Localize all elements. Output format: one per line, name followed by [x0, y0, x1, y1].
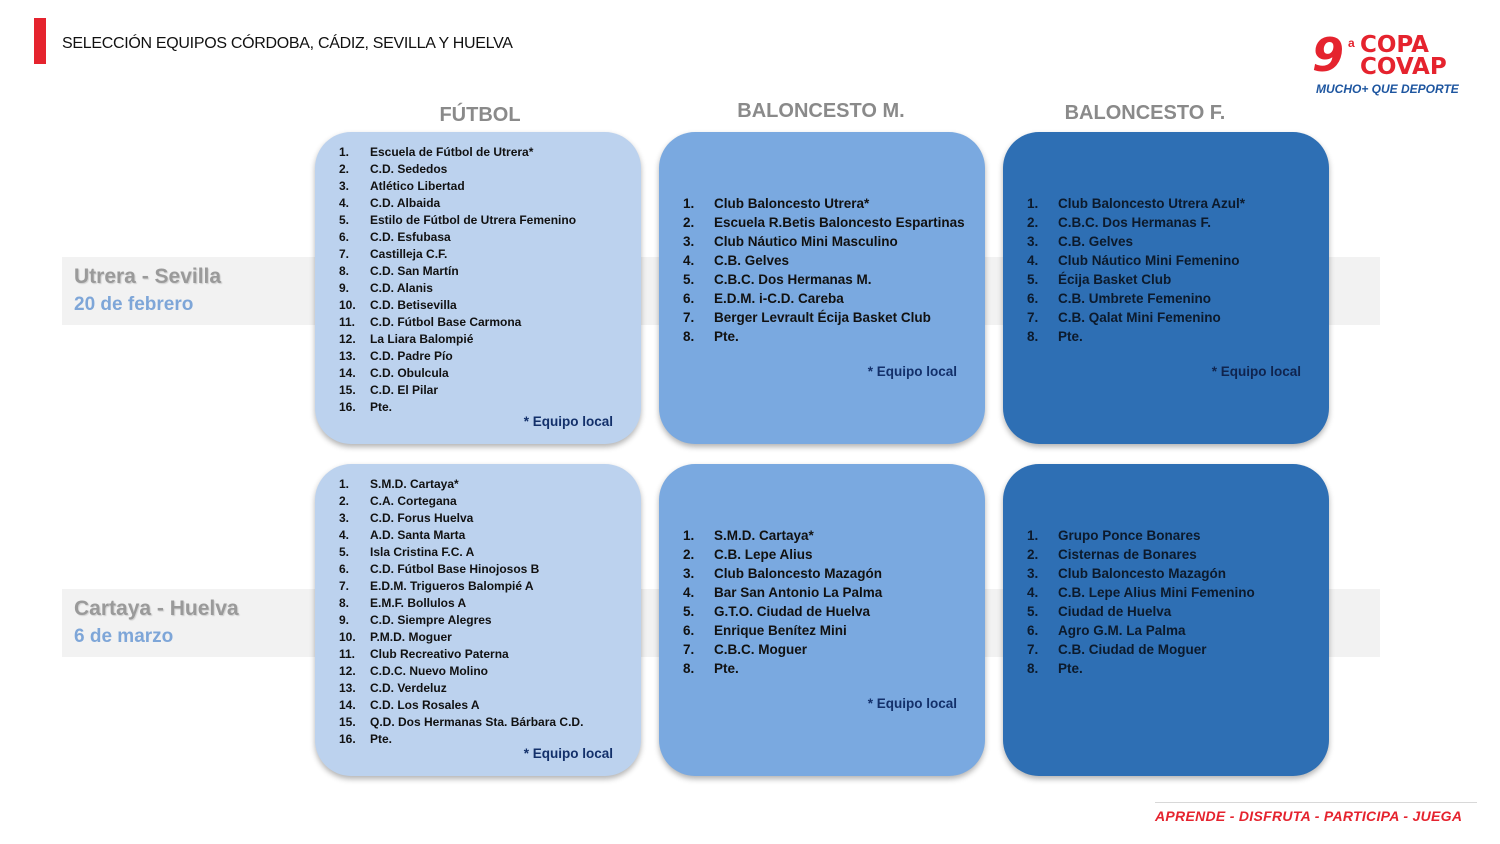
local-note: * Equipo local: [867, 364, 957, 379]
team-item: [339, 714, 631, 731]
team-item: [339, 314, 631, 331]
team-item: [339, 561, 631, 578]
team-item: [683, 251, 975, 270]
team-number: 8.: [683, 661, 695, 676]
team-number: 10.: [339, 298, 356, 312]
team-number: 8.: [339, 264, 350, 278]
team-number: 9.: [339, 281, 350, 295]
team-name: Bar San Antonio La Palma: [714, 585, 883, 600]
team-name: Castilleja C.F.: [370, 247, 448, 261]
team-name: Pte.: [714, 329, 739, 344]
team-number: 1.: [1027, 528, 1039, 543]
team-name: Estilo de Fútbol de Utrera Femenino: [370, 213, 577, 227]
team-name: Pte.: [714, 661, 739, 676]
team-name: Club Baloncesto Utrera*: [714, 196, 870, 211]
venue-place: Cartaya - Huelva: [74, 597, 239, 620]
team-item: [339, 195, 631, 212]
card-futbol-cartaya: [315, 464, 641, 776]
team-number: 5.: [1027, 272, 1039, 287]
venue-date: 6 de marzo: [74, 626, 174, 647]
team-item: [1027, 621, 1319, 640]
team-number: 13.: [339, 349, 356, 363]
team-number: 7.: [683, 642, 695, 657]
team-number: 1.: [683, 528, 695, 543]
team-item: [1027, 564, 1319, 583]
team-name: E.D.M. Trigueros Balompié A: [370, 579, 534, 593]
team-name: C.B. Lepe Alius Mini Femenino: [1058, 585, 1255, 600]
team-name: E.D.M. i-C.D. Careba: [714, 291, 844, 306]
team-number: 4.: [339, 196, 350, 210]
team-number: 2.: [339, 162, 350, 176]
venue-place: Utrera - Sevilla: [74, 265, 222, 288]
team-item: [683, 289, 975, 308]
team-name: Berger Levrault Écija Basket Club: [714, 310, 931, 325]
team-item: [683, 308, 975, 327]
team-item: [1027, 583, 1319, 602]
team-item: [339, 544, 631, 561]
team-name: Pte.: [1058, 329, 1083, 344]
team-name: La Liara Balompié: [370, 332, 474, 346]
team-item: [339, 697, 631, 714]
team-number: 4.: [339, 528, 350, 542]
team-number: 8.: [1027, 329, 1039, 344]
team-list: [1027, 526, 1319, 678]
team-name: C.B.C. Dos Hermanas M.: [714, 272, 872, 287]
local-note: * Equipo local: [867, 696, 957, 711]
card-baloncesto-m-utrera: [659, 132, 985, 444]
team-name: Club Baloncesto Utrera Azul*: [1058, 196, 1246, 211]
column-heading-baloncesto-m: BALONCESTO M.: [737, 100, 905, 122]
team-item: [683, 583, 975, 602]
team-number: 12.: [339, 664, 356, 678]
team-name: Escuela R.Betis Baloncesto Espartinas: [714, 215, 965, 230]
team-number: 12.: [339, 332, 356, 346]
team-item: [1027, 232, 1319, 251]
team-name: Pte.: [1058, 661, 1083, 676]
team-item: [339, 578, 631, 595]
team-item: [339, 476, 631, 493]
team-item: [339, 629, 631, 646]
team-name: Pte.: [370, 400, 393, 414]
team-item: [339, 297, 631, 314]
team-name: Club Recreativo Paterna: [370, 647, 509, 661]
team-number: 14.: [339, 698, 356, 712]
team-name: C.D.C. Nuevo Molino: [370, 664, 488, 678]
team-item: [683, 194, 975, 213]
logo-line1: COPA: [1360, 32, 1429, 58]
team-number: 9.: [339, 613, 350, 627]
venue-date: 20 de febrero: [74, 294, 194, 315]
team-item: [1027, 327, 1319, 346]
team-item: [339, 646, 631, 663]
team-item: [1027, 308, 1319, 327]
team-name: C.D. Fútbol Base Hinojosos B: [370, 562, 540, 576]
team-number: 5.: [683, 272, 695, 287]
team-number: 16.: [339, 400, 356, 414]
team-item: [339, 331, 631, 348]
team-name: S.M.D. Cartaya*: [714, 528, 814, 543]
card-baloncesto-f-utrera: [1003, 132, 1329, 444]
team-name: Grupo Ponce Bonares: [1058, 528, 1201, 543]
page-title: SELECCIÓN EQUIPOS CÓRDOBA, CÁDIZ, SEVILLA Y HUELVA: [62, 35, 513, 52]
team-list: [1027, 194, 1319, 346]
team-number: 5.: [683, 604, 695, 619]
team-name: Club Baloncesto Mazagón: [714, 566, 883, 581]
copa-covap-logo: [1312, 30, 1457, 110]
team-number: 5.: [339, 213, 350, 227]
team-item: [1027, 270, 1319, 289]
team-item: [339, 365, 631, 382]
team-item: [339, 510, 631, 527]
team-name: C.A. Cortegana: [370, 494, 457, 508]
team-name: C.D. El Pilar: [370, 383, 439, 397]
team-name: C.D. Betisevilla: [370, 298, 457, 312]
team-number: 6.: [683, 291, 695, 306]
team-name: Cisternas de Bonares: [1058, 547, 1197, 562]
column-heading-futbol: FÚTBOL: [439, 104, 521, 126]
team-item: [1027, 213, 1319, 232]
team-name: Enrique Benítez Mini: [714, 623, 847, 638]
team-list: [683, 194, 975, 346]
team-name: C.D. Siempre Alegres: [370, 613, 492, 627]
team-name: C.D. Esfubasa: [370, 230, 451, 244]
card-baloncesto-f-cartaya: [1003, 464, 1329, 776]
team-item: [339, 161, 631, 178]
team-item: [683, 659, 975, 678]
team-number: 11.: [339, 315, 356, 329]
team-number: 6.: [1027, 291, 1039, 306]
team-item: [339, 680, 631, 697]
team-number: 8.: [683, 329, 695, 344]
team-item: [1027, 659, 1319, 678]
team-name: C.D. Los Rosales A: [370, 698, 480, 712]
team-number: 14.: [339, 366, 356, 380]
team-item: [683, 232, 975, 251]
accent-bar: [34, 18, 46, 64]
team-item: [339, 144, 631, 161]
team-list: [339, 144, 631, 416]
team-item: [1027, 602, 1319, 621]
team-name: Écija Basket Club: [1058, 272, 1172, 287]
footer-divider: [1155, 802, 1477, 803]
team-item: [683, 327, 975, 346]
card-baloncesto-m-cartaya: [659, 464, 985, 776]
team-item: [339, 493, 631, 510]
team-item: [1027, 526, 1319, 545]
team-number: 6.: [683, 623, 695, 638]
logo-ordinal: a: [1348, 36, 1355, 50]
team-name: A.D. Santa Marta: [370, 528, 466, 542]
team-number: 3.: [339, 179, 350, 193]
team-number: 3.: [683, 234, 695, 249]
team-number: 6.: [339, 562, 350, 576]
team-list: [339, 476, 631, 748]
team-number: 3.: [1027, 566, 1039, 581]
team-name: Club Náutico Mini Femenino: [1058, 253, 1240, 268]
team-number: 7.: [683, 310, 695, 325]
team-number: 1.: [339, 145, 350, 159]
team-number: 13.: [339, 681, 356, 695]
team-list: [683, 526, 975, 678]
team-item: [683, 602, 975, 621]
team-name: C.B. Gelves: [714, 253, 790, 268]
team-name: Isla Cristina F.C. A: [370, 545, 475, 559]
column-heading-baloncesto-f: BALONCESTO F.: [1064, 102, 1226, 124]
team-name: C.D. San Martín: [370, 264, 459, 278]
team-number: 4.: [1027, 253, 1039, 268]
team-number: 8.: [339, 596, 350, 610]
logo-number: 9: [1312, 28, 1345, 82]
team-item: [683, 213, 975, 232]
team-item: [339, 382, 631, 399]
team-name: P.M.D. Moguer: [370, 630, 452, 644]
team-number: 2.: [339, 494, 350, 508]
team-number: 4.: [1027, 585, 1039, 600]
team-name: C.B. Gelves: [1058, 234, 1134, 249]
team-name: C.D. Obulcula: [370, 366, 449, 380]
team-name: Club Náutico Mini Masculino: [714, 234, 898, 249]
team-number: 1.: [1027, 196, 1039, 211]
team-item: [339, 246, 631, 263]
logo-line2: COVAP: [1360, 54, 1447, 80]
team-name: Escuela de Fútbol de Utrera*: [370, 145, 534, 159]
team-name: C.D. Fútbol Base Carmona: [370, 315, 522, 329]
team-number: 1.: [683, 196, 695, 211]
team-name: Ciudad de Huelva: [1058, 604, 1172, 619]
team-item: [339, 178, 631, 195]
team-number: 7.: [1027, 642, 1039, 657]
team-item: [339, 527, 631, 544]
team-item: [1027, 194, 1319, 213]
team-number: 3.: [1027, 234, 1039, 249]
team-number: 3.: [683, 566, 695, 581]
team-name: C.B.C. Moguer: [714, 642, 807, 657]
team-number: 7.: [339, 247, 350, 261]
team-number: 15.: [339, 715, 356, 729]
team-number: 10.: [339, 630, 356, 644]
team-name: C.D. Verdeluz: [370, 681, 447, 695]
team-item: [683, 640, 975, 659]
team-item: [683, 621, 975, 640]
local-note: * Equipo local: [523, 746, 613, 761]
team-name: Club Baloncesto Mazagón: [1058, 566, 1227, 581]
team-name: C.D. Albaida: [370, 196, 441, 210]
team-number: 6.: [339, 230, 350, 244]
team-item: [683, 564, 975, 583]
team-number: 6.: [1027, 623, 1039, 638]
team-number: 5.: [1027, 604, 1039, 619]
team-number: 2.: [1027, 215, 1039, 230]
team-item: [339, 612, 631, 629]
team-name: C.D. Alanis: [370, 281, 433, 295]
team-name: C.B. Ciudad de Moguer: [1058, 642, 1207, 657]
footer-slogan: APRENDE - DISFRUTA - PARTICIPA - JUEGA: [1155, 808, 1463, 824]
team-number: 8.: [1027, 661, 1039, 676]
team-number: 1.: [339, 477, 350, 491]
team-name: C.D. Forus Huelva: [370, 511, 474, 525]
local-note: * Equipo local: [1211, 364, 1301, 379]
team-item: [339, 212, 631, 229]
team-item: [1027, 251, 1319, 270]
team-item: [1027, 289, 1319, 308]
team-number: 2.: [683, 547, 695, 562]
team-name: C.B. Lepe Alius: [714, 547, 813, 562]
team-name: C.D. Sededos: [370, 162, 448, 176]
logo-tagline: MUCHO+ QUE DEPORTE: [1316, 82, 1459, 96]
team-number: 4.: [683, 585, 695, 600]
team-number: 2.: [1027, 547, 1039, 562]
team-name: E.M.F. Bollulos A: [370, 596, 467, 610]
card-futbol-utrera: [315, 132, 641, 444]
team-number: 7.: [1027, 310, 1039, 325]
team-item: [339, 280, 631, 297]
team-number: 4.: [683, 253, 695, 268]
team-name: Q.D. Dos Hermanas Sta. Bárbara C.D.: [370, 715, 584, 729]
team-item: [339, 663, 631, 680]
team-name: C.D. Padre Pío: [370, 349, 453, 363]
team-item: [683, 270, 975, 289]
team-number: 7.: [339, 579, 350, 593]
team-item: [683, 526, 975, 545]
team-item: [683, 545, 975, 564]
team-item: [339, 263, 631, 280]
team-name: C.B.C. Dos Hermanas F.: [1058, 215, 1212, 230]
team-number: 16.: [339, 732, 356, 746]
team-number: 15.: [339, 383, 356, 397]
team-item: [339, 595, 631, 612]
team-item: [1027, 545, 1319, 564]
team-item: [1027, 640, 1319, 659]
team-name: Agro G.M. La Palma: [1058, 623, 1186, 638]
team-name: Pte.: [370, 732, 393, 746]
team-number: 5.: [339, 545, 350, 559]
team-number: 11.: [339, 647, 356, 661]
team-name: C.B. Umbrete Femenino: [1058, 291, 1212, 306]
team-name: S.M.D. Cartaya*: [370, 477, 459, 491]
local-note: * Equipo local: [523, 414, 613, 429]
team-name: Atlético Libertad: [370, 179, 465, 193]
team-name: G.T.O. Ciudad de Huelva: [714, 604, 871, 619]
team-number: 3.: [339, 511, 350, 525]
team-number: 2.: [683, 215, 695, 230]
team-item: [339, 348, 631, 365]
team-item: [339, 229, 631, 246]
team-name: C.B. Qalat Mini Femenino: [1058, 310, 1221, 325]
